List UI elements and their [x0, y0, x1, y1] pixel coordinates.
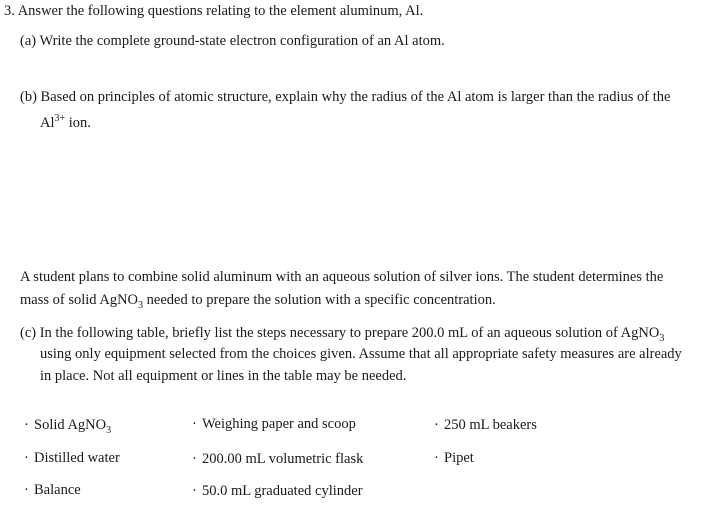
- equipment-label: Weighing paper and scoop: [202, 416, 356, 432]
- part-c-line-3: in place. Not all equipment or lines in the table may be needed.: [40, 368, 407, 384]
- equipment-label: 250 mL beakers: [444, 417, 537, 433]
- bullet: ·: [24, 417, 29, 433]
- context-text-after: needed to prepare the solution with a specific concentration.: [146, 292, 496, 308]
- part-c-label: (c): [20, 325, 37, 341]
- context-line-2: [20, 289, 496, 311]
- equipment-item: [192, 413, 356, 435]
- bullet: ·: [434, 450, 439, 466]
- equipment-item: [24, 479, 81, 501]
- context-line-1: A student plans to combine solid aluminum with an aqueous solution of silver ions. The student determines the: [20, 269, 664, 285]
- question-stem-text: Answer the following questions relating to the element aluminum, Al.: [17, 3, 424, 19]
- part-a: [20, 30, 445, 52]
- subscript: 3: [138, 300, 144, 311]
- part-a-text: Write the complete ground-state electron configuration of an Al atom.: [39, 33, 445, 49]
- equipment-label: 50.0 mL graduated cylinder: [202, 483, 363, 499]
- part-b-ion: [40, 112, 91, 134]
- ion-charge: 3+: [54, 113, 66, 124]
- equipment-label: Balance: [34, 482, 81, 498]
- equipment-label: Pipet: [444, 450, 474, 466]
- part-c-text: In the following table, briefly list the steps necessary to prepare 200.0 mL of an aqueous solution of AgNO: [39, 325, 660, 341]
- bullet: ·: [24, 450, 29, 466]
- ion-suffix: ion.: [68, 115, 91, 131]
- equipment-label: 200.00 mL volumetric flask: [202, 451, 364, 467]
- bullet: ·: [192, 416, 197, 432]
- part-b-label: (b): [20, 89, 37, 105]
- subscript: 3: [659, 333, 665, 344]
- bullet: ·: [434, 417, 439, 433]
- equipment-label: Solid AgNO: [34, 417, 107, 433]
- question-number: 3.: [4, 3, 15, 19]
- equipment-item: [24, 447, 120, 469]
- part-a-label: (a): [20, 33, 37, 49]
- part-c-line-2: using only equipment selected from the choices given. Assume that all appropriate safety measures are already: [40, 346, 682, 362]
- equipment-item: [192, 480, 363, 502]
- context-text: mass of solid AgNO: [20, 292, 139, 308]
- bullet: ·: [192, 451, 197, 467]
- equipment-item: [434, 447, 474, 469]
- equipment-item: [434, 414, 537, 436]
- part-b: [20, 86, 670, 108]
- ion-symbol: Al: [40, 115, 55, 131]
- equipment-item: [24, 414, 111, 436]
- equipment-label: Distilled water: [34, 450, 120, 466]
- bullet: ·: [192, 483, 197, 499]
- question-stem: [4, 0, 423, 22]
- part-b-text: Based on principles of atomic structure, explain why the radius of the Al atom is larger than the radius of the: [40, 89, 671, 105]
- subscript: 3: [106, 425, 112, 436]
- equipment-item: [192, 448, 363, 470]
- part-c-line-1: [20, 322, 664, 344]
- bullet: ·: [24, 482, 29, 498]
